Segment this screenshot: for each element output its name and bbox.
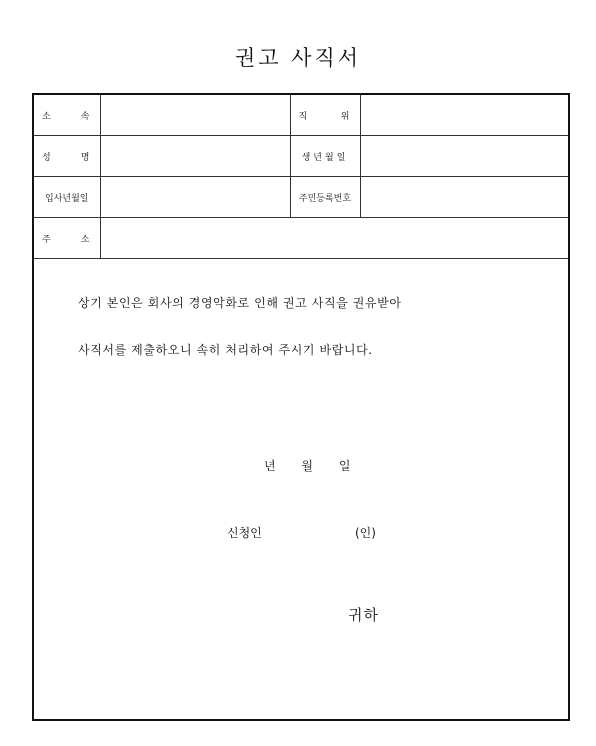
row-address <box>34 218 568 259</box>
row-affiliation-position <box>34 95 568 136</box>
label-birthdate: 생년월일 <box>290 136 360 177</box>
position-field[interactable] <box>360 95 568 136</box>
label-hire-date: 입사년월일 <box>34 177 100 218</box>
hire-date-field[interactable] <box>100 177 290 218</box>
date-month[interactable]: 월 <box>301 459 314 473</box>
address-field[interactable] <box>100 218 568 259</box>
body-paragraph-2: 사직서를 제출하오니 속히 처리하여 주시기 바랍니다. <box>78 343 373 357</box>
row-name-birthdate <box>34 136 568 177</box>
body-paragraph-1: 상기 본인은 회사의 경영악화로 인해 권고 사직을 권유받아 <box>78 296 402 310</box>
label-resident-number: 주민등록번호 <box>290 177 360 218</box>
label-address: 주 소 <box>34 218 100 259</box>
info-table <box>34 95 568 259</box>
date-line <box>264 457 372 474</box>
date-year[interactable]: 년 <box>264 459 276 473</box>
label-name: 성 명 <box>34 136 100 177</box>
birthdate-field[interactable] <box>360 136 568 177</box>
addressee: 귀하 <box>348 606 379 624</box>
form-frame <box>32 93 570 721</box>
affiliation-field[interactable] <box>100 95 290 136</box>
label-position: 직 위 <box>290 95 360 136</box>
document-title: 권고 사직서 <box>234 46 362 70</box>
label-affiliation: 소 속 <box>34 95 100 136</box>
date-day[interactable]: 일 <box>338 459 351 473</box>
body-area <box>34 259 568 719</box>
row-hiredate-resident <box>34 177 568 218</box>
applicant-label: 신청인 <box>227 526 262 540</box>
resident-number-field[interactable] <box>360 177 568 218</box>
seal-label: (인) <box>355 526 376 540</box>
name-field[interactable] <box>100 136 290 177</box>
